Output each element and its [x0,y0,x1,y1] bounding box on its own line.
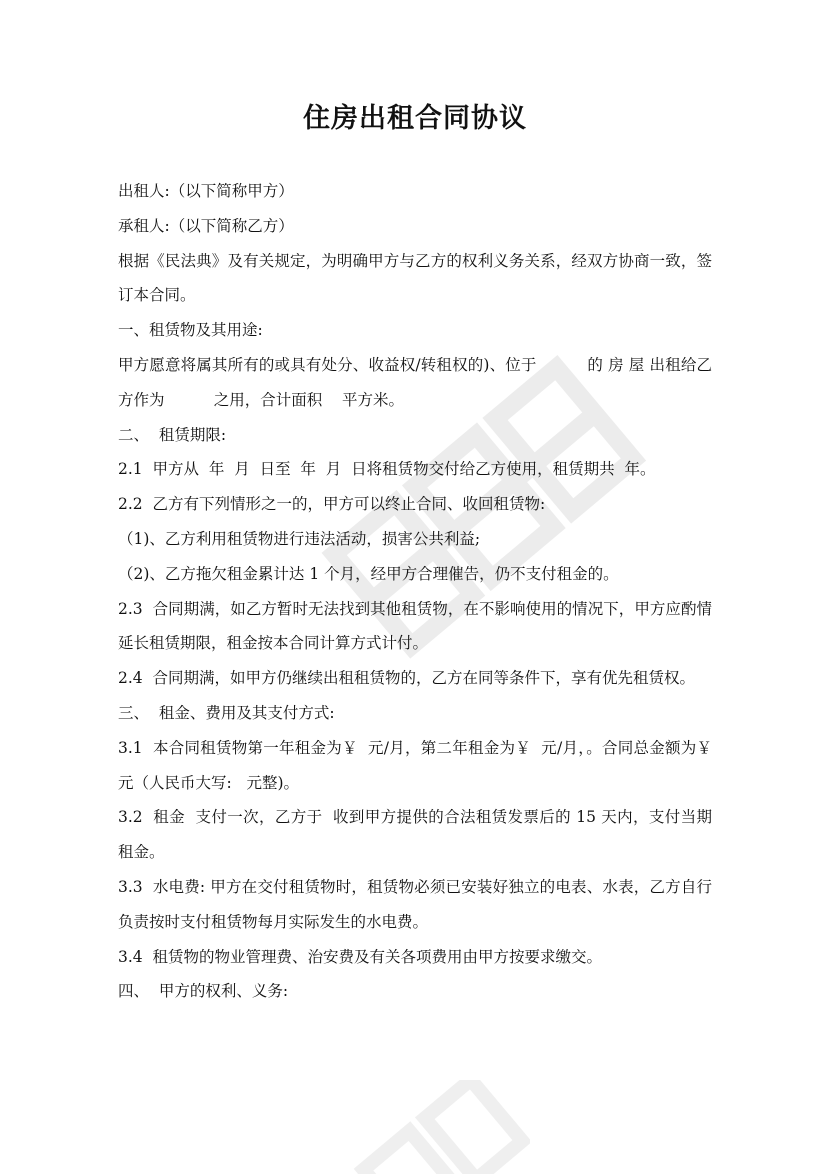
clause-2-3: 2.3 合同期满，如乙方暂时无法找到其他租赁物，在不影响使用的情况下，甲方应酌情延长租赁期限，租金按本合同计算方式计付。 [118,599,712,653]
section-2-heading: 二、 租赁期限: [118,425,227,444]
lessor-line: 出租人:（以下简称甲方） [118,182,294,200]
watermark-fragment-icon [330,1080,530,1174]
clause-2-4: 2.4 合同期满，如甲方仍继续出租租赁物的，乙方在同等条件下，享有优先租赁权。 [118,669,696,688]
clause-2-2-item-2: （2)、乙方拖欠租金累计达 1 个月，经甲方合理催告，仍不支付租金的。 [118,564,619,583]
clause-3-1: 3.1 本合同租赁物第一年租金为￥ 元/月，第二年租金为￥ 元/月，。合同总金额为￥ 元（人民币大写: 元整)。 [118,738,722,792]
section-1-paragraph: 甲方愿意将属其所有的或具有处分、收益权/转租权的)、位于 的 房 屋 出租给乙方作为 之用，合计面积 平方米。 [118,355,712,409]
document-title: 住房出租合同协议 [303,103,527,134]
preamble-paragraph: 根据《民法典》及有关规定，为明确甲方与乙方的权利义务关系，经双方协商一致，签订本合同。 [118,251,712,305]
clause-2-2: 2.2 乙方有下列情形之一的，甲方可以终止合同、收回租赁物: [118,495,546,514]
lessee-line: 承租人:（以下简称乙方） [118,216,294,235]
clause-3-4: 3.4 租赁物的物业管理费、治安费及有关各项费用由甲方按要求缴交。 [118,947,603,966]
clause-2-1: 2.1 甲方从 年 月 日至 年 月 日将租赁物交付给乙方使用，租赁期共 年。 [118,460,656,479]
document-body [118,174,722,1009]
clause-3-2: 3.2 租金 支付一次，乙方于 收到甲方提供的合法租赁发票后的 15 天内，支付当期租金。 [118,808,712,862]
section-1-heading: 一、租赁物及其用途: [118,321,263,340]
section-3-heading: 三、 租金、费用及其支付方式: [118,703,335,722]
clause-3-3: 3.3 水电费: 甲方在交付租赁物时，租赁物必须已安装好独立的电表、水表，乙方自行负责按时支付租赁物每月实际发生的水电费。 [118,877,712,931]
clause-2-2-item-1: （1)、乙方利用租赁物进行违法活动，损害公共利益; [118,529,481,548]
section-4-heading: 四、 甲方的权利、义务: [118,982,289,1001]
